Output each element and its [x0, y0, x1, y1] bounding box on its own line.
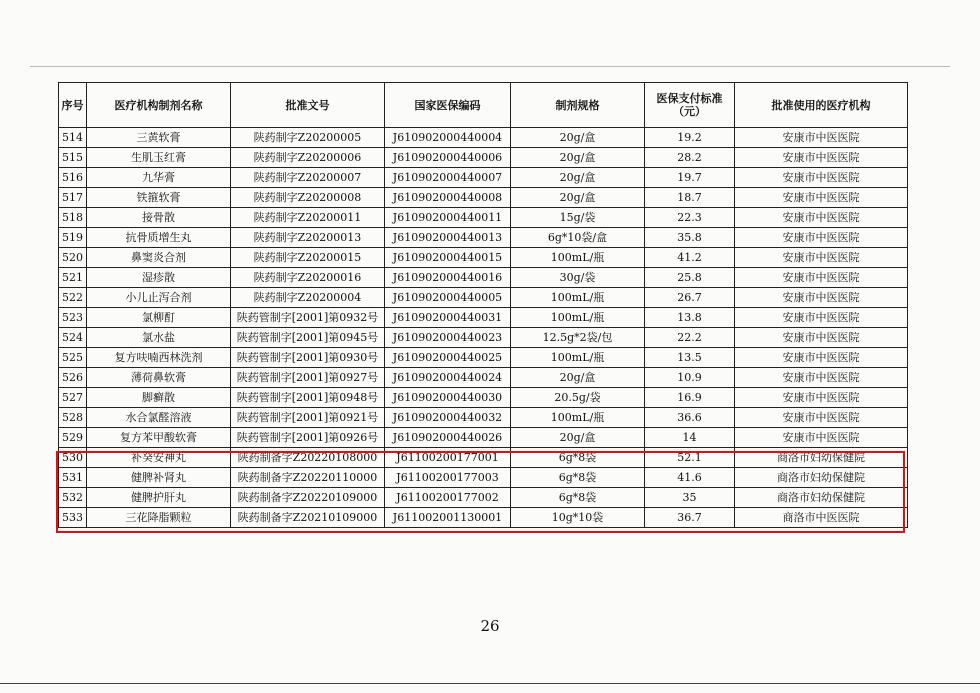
header-name: 医疗机构制剂名称 — [87, 83, 231, 128]
cell-institution: 安康市中医医院 — [735, 188, 908, 208]
cell-name: 三黄软膏 — [87, 128, 231, 148]
cell-name: 铁箍软膏 — [87, 188, 231, 208]
cell-payment-standard: 36.6 — [645, 408, 735, 428]
cell-index: 528 — [59, 408, 87, 428]
cell-institution: 商洛市妇幼保健院 — [735, 448, 908, 468]
cell-spec: 30g/袋 — [511, 268, 645, 288]
cell-payment-standard: 19.7 — [645, 168, 735, 188]
cell-name: 九华膏 — [87, 168, 231, 188]
cell-index: 519 — [59, 228, 87, 248]
cell-approval-no: 陕药制字Z20200013 — [231, 228, 385, 248]
footer-rule — [0, 683, 980, 684]
cell-institution: 安康市中医医院 — [735, 208, 908, 228]
cell-index: 522 — [59, 288, 87, 308]
cell-spec: 6g*8袋 — [511, 468, 645, 488]
cell-insurance-code: J610902000440015 — [385, 248, 511, 268]
cell-approval-no: 陕药制字Z20200005 — [231, 128, 385, 148]
cell-spec: 100mL/瓶 — [511, 408, 645, 428]
cell-insurance-code: J610902000440024 — [385, 368, 511, 388]
cell-approval-no: 陕药制备字Z20220108000 — [231, 448, 385, 468]
cell-approval-no: 陕药制字Z20200006 — [231, 148, 385, 168]
cell-institution: 安康市中医医院 — [735, 168, 908, 188]
cell-name: 健脾补肾丸 — [87, 468, 231, 488]
cell-approval-no: 陕药管制字[2001]第0927号 — [231, 368, 385, 388]
cell-payment-standard: 18.7 — [645, 188, 735, 208]
cell-institution: 安康市中医医院 — [735, 248, 908, 268]
cell-spec: 12.5g*2袋/包 — [511, 328, 645, 348]
cell-spec: 100mL/瓶 — [511, 348, 645, 368]
cell-approval-no: 陕药管制字[2001]第0930号 — [231, 348, 385, 368]
cell-spec: 20g/盒 — [511, 368, 645, 388]
cell-spec: 20g/盒 — [511, 168, 645, 188]
cell-approval-no: 陕药制备字Z20210109000 — [231, 508, 385, 528]
cell-spec: 10g*10袋 — [511, 508, 645, 528]
cell-index: 525 — [59, 348, 87, 368]
cell-payment-standard: 22.2 — [645, 328, 735, 348]
cell-index: 521 — [59, 268, 87, 288]
cell-institution: 安康市中医医院 — [735, 308, 908, 328]
cell-insurance-code: J610902000440006 — [385, 148, 511, 168]
cell-index: 514 — [59, 128, 87, 148]
cell-payment-standard: 13.5 — [645, 348, 735, 368]
cell-insurance-code: J610902000440007 — [385, 168, 511, 188]
cell-insurance-code: J610902000440005 — [385, 288, 511, 308]
cell-approval-no: 陕药制字Z20200004 — [231, 288, 385, 308]
cell-institution: 安康市中医医院 — [735, 148, 908, 168]
cell-insurance-code: J610902000440004 — [385, 128, 511, 148]
table-row — [59, 128, 908, 148]
cell-institution: 安康市中医医院 — [735, 268, 908, 288]
header-approval-no: 批准文号 — [231, 83, 385, 128]
table-row — [59, 268, 908, 288]
cell-index: 531 — [59, 468, 87, 488]
cell-insurance-code: J610902000440016 — [385, 268, 511, 288]
cell-name: 三花降脂颗粒 — [87, 508, 231, 528]
table-row — [59, 148, 908, 168]
cell-approval-no: 陕药制字Z20200008 — [231, 188, 385, 208]
cell-spec: 100mL/瓶 — [511, 248, 645, 268]
cell-name: 湿疹散 — [87, 268, 231, 288]
cell-institution: 安康市中医医院 — [735, 348, 908, 368]
cell-payment-standard: 14 — [645, 428, 735, 448]
cell-approval-no: 陕药管制字[2001]第0932号 — [231, 308, 385, 328]
cell-spec: 20g/盒 — [511, 128, 645, 148]
table-row — [59, 168, 908, 188]
cell-payment-standard: 28.2 — [645, 148, 735, 168]
cell-approval-no: 陕药制字Z20200015 — [231, 248, 385, 268]
cell-insurance-code: J610902000440031 — [385, 308, 511, 328]
table-row — [59, 308, 908, 328]
cell-index: 524 — [59, 328, 87, 348]
cell-payment-standard: 26.7 — [645, 288, 735, 308]
cell-insurance-code: J610902000440023 — [385, 328, 511, 348]
header-payment-standard: 医保支付标准（元） — [645, 83, 735, 128]
cell-spec: 6g*8袋 — [511, 448, 645, 468]
cell-name: 鼻窦炎合剂 — [87, 248, 231, 268]
table-row — [59, 408, 908, 428]
cell-institution: 安康市中医医院 — [735, 128, 908, 148]
cell-index: 523 — [59, 308, 87, 328]
cell-spec: 20g/盒 — [511, 188, 645, 208]
cell-institution: 安康市中医医院 — [735, 228, 908, 248]
table-header-row — [59, 83, 908, 128]
cell-name: 氯水盐 — [87, 328, 231, 348]
cell-insurance-code: J610902000440030 — [385, 388, 511, 408]
cell-name: 补癸安神丸 — [87, 448, 231, 468]
cell-name: 复方苯甲酸软膏 — [87, 428, 231, 448]
cell-institution: 安康市中医医院 — [735, 288, 908, 308]
table-row — [59, 228, 908, 248]
cell-name: 复方呋喃西林洗剂 — [87, 348, 231, 368]
cell-payment-standard: 41.2 — [645, 248, 735, 268]
header-index: 序号 — [59, 83, 87, 128]
cell-institution: 商洛市妇幼保健院 — [735, 468, 908, 488]
cell-insurance-code: J610902000440032 — [385, 408, 511, 428]
cell-institution: 商洛市妇幼保健院 — [735, 488, 908, 508]
cell-payment-standard: 35.8 — [645, 228, 735, 248]
cell-spec: 100mL/瓶 — [511, 308, 645, 328]
cell-insurance-code: J610902000440026 — [385, 428, 511, 448]
table-row — [59, 288, 908, 308]
cell-payment-standard: 16.9 — [645, 388, 735, 408]
cell-payment-standard: 36.7 — [645, 508, 735, 528]
header-rule — [30, 66, 950, 67]
table-row — [59, 468, 908, 488]
cell-institution: 安康市中医医院 — [735, 328, 908, 348]
cell-payment-standard: 19.2 — [645, 128, 735, 148]
table-row — [59, 448, 908, 468]
table-row — [59, 508, 908, 528]
cell-index: 516 — [59, 168, 87, 188]
cell-payment-standard: 13.8 — [645, 308, 735, 328]
cell-insurance-code: J61100200177001 — [385, 448, 511, 468]
cell-insurance-code: J610902000440025 — [385, 348, 511, 368]
cell-index: 533 — [59, 508, 87, 528]
cell-approval-no: 陕药制备字Z20220109000 — [231, 488, 385, 508]
table-row — [59, 488, 908, 508]
cell-insurance-code: J610902000440013 — [385, 228, 511, 248]
cell-insurance-code: J61100200177003 — [385, 468, 511, 488]
cell-institution: 安康市中医医院 — [735, 428, 908, 448]
cell-index: 526 — [59, 368, 87, 388]
cell-name: 健脾护肝丸 — [87, 488, 231, 508]
table-row — [59, 388, 908, 408]
cell-name: 接骨散 — [87, 208, 231, 228]
cell-spec: 20.5g/袋 — [511, 388, 645, 408]
cell-name: 氯柳酊 — [87, 308, 231, 328]
cell-spec: 6g*10袋/盒 — [511, 228, 645, 248]
cell-payment-standard: 41.6 — [645, 468, 735, 488]
drug-table — [58, 82, 908, 528]
cell-index: 529 — [59, 428, 87, 448]
cell-institution: 商洛市中医医院 — [735, 508, 908, 528]
cell-approval-no: 陕药制字Z20200011 — [231, 208, 385, 228]
cell-name: 水合氯醛溶液 — [87, 408, 231, 428]
cell-name: 薄荷鼻软膏 — [87, 368, 231, 388]
cell-index: 527 — [59, 388, 87, 408]
cell-insurance-code: J610902000440011 — [385, 208, 511, 228]
cell-spec: 6g*8袋 — [511, 488, 645, 508]
cell-payment-standard: 25.8 — [645, 268, 735, 288]
page-number: 26 — [480, 617, 500, 635]
cell-payment-standard: 35 — [645, 488, 735, 508]
cell-index: 518 — [59, 208, 87, 228]
cell-spec: 100mL/瓶 — [511, 288, 645, 308]
header-institution: 批准使用的医疗机构 — [735, 83, 908, 128]
header-spec: 制剂规格 — [511, 83, 645, 128]
cell-index: 530 — [59, 448, 87, 468]
cell-payment-standard: 22.3 — [645, 208, 735, 228]
cell-approval-no: 陕药管制字[2001]第0948号 — [231, 388, 385, 408]
cell-index: 520 — [59, 248, 87, 268]
cell-approval-no: 陕药制字Z20200007 — [231, 168, 385, 188]
cell-spec: 20g/盒 — [511, 428, 645, 448]
table-row — [59, 348, 908, 368]
cell-institution: 安康市中医医院 — [735, 388, 908, 408]
table-row — [59, 368, 908, 388]
table-row — [59, 248, 908, 268]
cell-insurance-code: J610902000440008 — [385, 188, 511, 208]
header-insurance-code: 国家医保编码 — [385, 83, 511, 128]
cell-approval-no: 陕药管制字[2001]第0945号 — [231, 328, 385, 348]
cell-institution: 安康市中医医院 — [735, 368, 908, 388]
cell-name: 小儿止泻合剂 — [87, 288, 231, 308]
table-row — [59, 328, 908, 348]
cell-name: 脚癣散 — [87, 388, 231, 408]
cell-insurance-code: J61100200177002 — [385, 488, 511, 508]
cell-approval-no: 陕药管制字[2001]第0926号 — [231, 428, 385, 448]
cell-name: 生肌玉红膏 — [87, 148, 231, 168]
cell-spec: 20g/盒 — [511, 148, 645, 168]
table-row — [59, 208, 908, 228]
cell-index: 532 — [59, 488, 87, 508]
table-row — [59, 188, 908, 208]
cell-payment-standard: 10.9 — [645, 368, 735, 388]
cell-name: 抗骨质增生丸 — [87, 228, 231, 248]
cell-approval-no: 陕药管制字[2001]第0921号 — [231, 408, 385, 428]
cell-index: 515 — [59, 148, 87, 168]
cell-insurance-code: J611002001130001 — [385, 508, 511, 528]
cell-index: 517 — [59, 188, 87, 208]
table-row — [59, 428, 908, 448]
cell-institution: 安康市中医医院 — [735, 408, 908, 428]
cell-approval-no: 陕药制备字Z20220110000 — [231, 468, 385, 488]
table-body — [59, 128, 908, 528]
cell-spec: 15g/袋 — [511, 208, 645, 228]
cell-payment-standard: 52.1 — [645, 448, 735, 468]
cell-approval-no: 陕药制字Z20200016 — [231, 268, 385, 288]
